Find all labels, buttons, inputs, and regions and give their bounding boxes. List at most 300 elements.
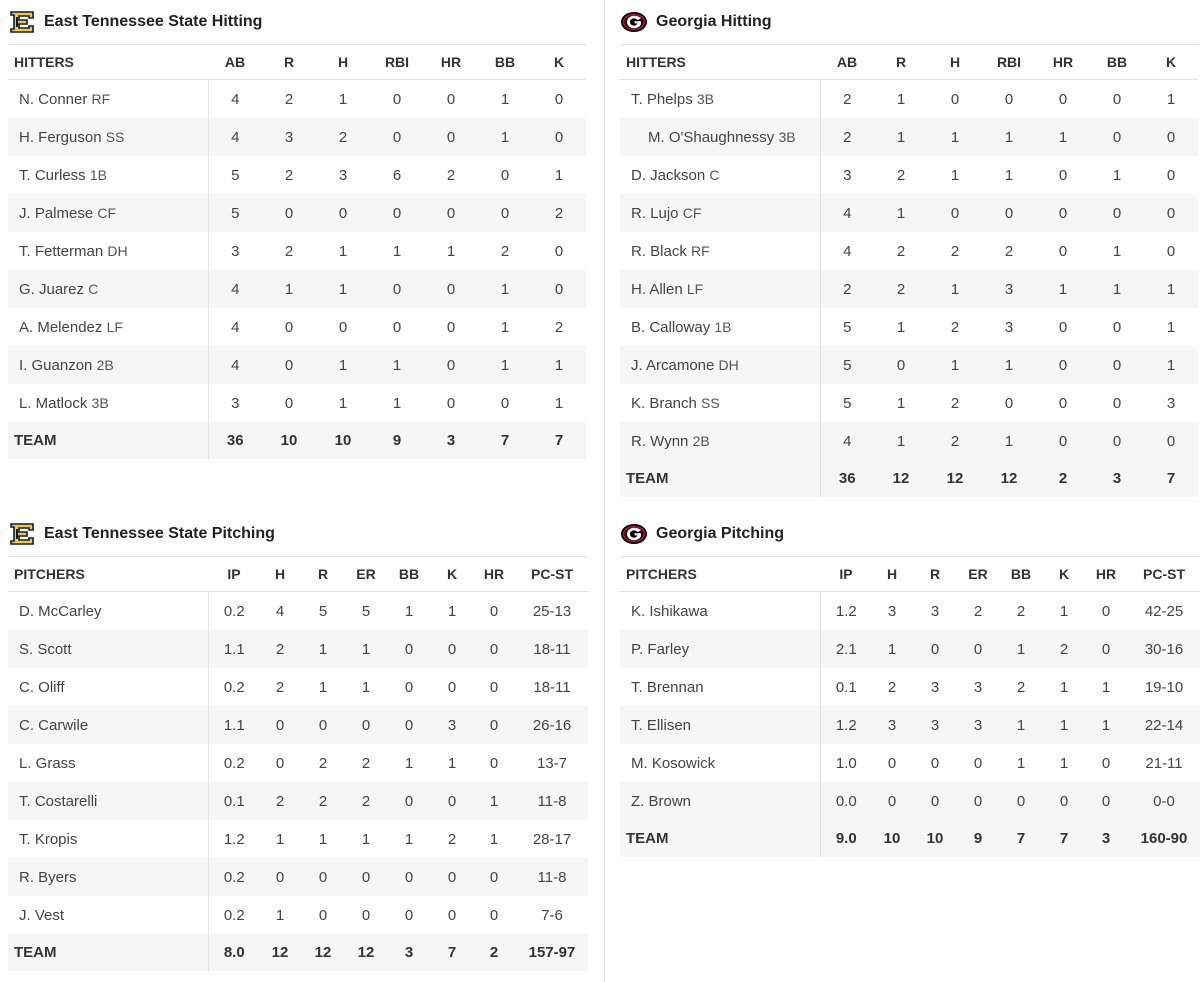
team-total-cell: 36 (820, 460, 874, 497)
stat-cell: 0 (262, 346, 316, 384)
column-header: HR (1084, 557, 1128, 592)
stat-cell: 1 (392, 242, 402, 260)
stat-cell: 1 (1101, 678, 1111, 696)
stat-cell: 0 (532, 118, 586, 156)
stat-cell: 1 (1016, 754, 1026, 772)
player-position: C (709, 166, 720, 183)
stat-cell: 2 (1016, 602, 1026, 620)
column-header: H (260, 557, 300, 592)
table-row (620, 156, 1198, 194)
stat-cell: 1 (447, 602, 457, 620)
player-name[interactable]: A. Melendez (19, 318, 103, 336)
table-row (620, 346, 1198, 384)
column-header: HR (424, 45, 478, 80)
table-row (620, 270, 1198, 308)
stat-cell: 2 (260, 630, 300, 668)
table-row (620, 194, 1198, 232)
column-header: K (532, 45, 586, 80)
team-total-row (8, 934, 588, 971)
stat-cell: 2 (874, 270, 928, 308)
player-name[interactable]: R. Lujo (631, 204, 679, 222)
section-title (620, 512, 1200, 556)
stat-cell: 7-6 (541, 906, 563, 924)
table-row (8, 156, 586, 194)
stat-cell: 0 (912, 630, 958, 668)
stat-cell: 1 (275, 906, 285, 924)
stat-cell: 0 (432, 630, 472, 668)
player-cell (620, 232, 820, 270)
table-row (620, 384, 1198, 422)
stat-cell: 2 (500, 242, 510, 260)
stat-cell: 0 (472, 706, 516, 744)
column-header: R (262, 45, 316, 80)
etsu-hitting-table (8, 44, 586, 459)
player-cell (8, 592, 208, 631)
player-cell (620, 782, 820, 820)
stat-cell: 0.1 (835, 678, 857, 696)
stat-cell: 1 (370, 346, 424, 384)
stat-cell: 0 (1036, 346, 1090, 384)
table-row (8, 270, 586, 308)
player-name[interactable]: T. Costarelli (19, 792, 98, 810)
stat-cell: 0 (1058, 318, 1068, 336)
stat-cell: 0.2 (223, 906, 245, 924)
stat-cell: 1 (982, 422, 1036, 460)
player-name[interactable]: Z. Brown (631, 792, 692, 810)
stat-cell: 1 (338, 242, 348, 260)
player-name[interactable]: D. Jackson (631, 166, 706, 184)
stat-cell: 0 (424, 118, 478, 156)
player-cell (8, 232, 208, 270)
stat-cell: 4 (231, 318, 240, 336)
stat-cell: 0 (370, 118, 424, 156)
stat-cell: 0.2 (223, 678, 245, 696)
stat-cell: 0 (554, 90, 564, 108)
stat-cell: 1 (998, 706, 1044, 744)
stat-cell: 0 (446, 318, 456, 336)
stat-cell: 1.1 (208, 706, 260, 744)
stat-cell: 1 (896, 318, 906, 336)
stat-cell: 22-14 (1128, 706, 1200, 744)
stat-cell: 1 (1112, 166, 1122, 184)
team-total-row (620, 820, 1200, 857)
stat-cell: 5 (361, 602, 371, 620)
stat-cell: 0 (958, 782, 998, 820)
table-row (8, 820, 588, 858)
column-header: R (874, 45, 928, 80)
team-total-cell: 7 (432, 934, 472, 971)
stat-cell: 0 (874, 346, 928, 384)
georgia-pitching-section (620, 512, 1200, 857)
table-row (620, 668, 1200, 706)
stat-cell: 0 (1144, 194, 1198, 232)
column-header: IP (208, 557, 260, 592)
stat-cell: 2 (316, 118, 370, 156)
stat-cell: 1.0 (835, 754, 857, 772)
player-name[interactable]: R. Black (631, 242, 687, 260)
team-total-cell: 10 (872, 820, 912, 857)
stat-cell: 1 (874, 194, 928, 232)
stat-cell: 1 (1112, 242, 1122, 260)
team-total-cell: 160-90 (1128, 820, 1200, 857)
player-cell (620, 422, 820, 460)
stat-cell: 3 (231, 242, 240, 260)
player-name[interactable]: H. Ferguson (19, 128, 102, 146)
stat-cell: 2 (346, 782, 386, 820)
stat-cell: 0 (361, 906, 371, 924)
team-total-cell: 10 (912, 820, 958, 857)
column-header: BB (998, 557, 1044, 592)
stat-cell: 1 (1166, 318, 1176, 336)
player-name[interactable]: S. Scott (19, 640, 72, 658)
team-label: TEAM (8, 422, 208, 459)
player-cell (620, 384, 820, 422)
stat-cell: 0 (370, 270, 424, 308)
stat-cell: 0.2 (208, 858, 260, 896)
stat-cell: 4 (231, 90, 240, 108)
stat-cell: 3 (843, 166, 852, 184)
table-row (8, 782, 588, 820)
stat-cell: 0 (447, 906, 457, 924)
stat-cell: 0 (1112, 394, 1122, 412)
player-cell (8, 782, 208, 820)
stat-cell: 1 (874, 422, 928, 460)
stat-cell: 0 (316, 194, 370, 232)
player-cell (8, 308, 208, 346)
stat-cell: 1 (874, 118, 928, 156)
stat-cell: 1 (1036, 270, 1090, 308)
stat-cell: 0 (386, 630, 432, 668)
stat-cell: 0 (930, 754, 940, 772)
column-header: H (928, 45, 982, 80)
stat-cell: 1 (300, 630, 346, 668)
player-name[interactable]: T. Fetterman (19, 242, 104, 260)
stat-cell: 2 (284, 166, 294, 184)
stat-cell: 0 (386, 858, 432, 896)
team-total-cell: 7 (1144, 460, 1198, 497)
team-total-cell: 7 (478, 422, 532, 459)
stat-cell: 4 (275, 602, 285, 620)
stat-cell: 1 (478, 270, 532, 308)
stat-cell: 1 (928, 270, 982, 308)
player-cell (8, 706, 208, 744)
player-cell (8, 630, 208, 668)
stat-cell: 19-10 (1144, 678, 1184, 696)
stat-cell: 1 (361, 830, 371, 848)
column-header: K (432, 557, 472, 592)
etsu-pitching-section (8, 512, 588, 971)
player-cell (8, 384, 208, 422)
stat-cell: 1 (478, 346, 532, 384)
stat-cell: 0 (1058, 242, 1068, 260)
stat-cell: 0 (1090, 118, 1144, 156)
stat-cell: 13-7 (536, 754, 568, 772)
player-name[interactable]: J. Vest (19, 906, 65, 924)
stat-cell: 1 (928, 118, 982, 156)
player-name[interactable]: R. Byers (19, 868, 77, 886)
team-total-cell: 10 (262, 422, 316, 459)
stat-cell: 1 (1036, 118, 1090, 156)
stat-cell: 2 (532, 194, 586, 232)
stat-cell: 2 (1004, 242, 1014, 260)
stat-cell: 0 (300, 858, 346, 896)
team-total-cell: 7 (532, 422, 586, 459)
table-row (620, 630, 1200, 668)
stat-cell: 3 (338, 166, 348, 184)
team-total-cell: 12 (928, 460, 982, 497)
etsu-e-logo-icon (8, 520, 36, 548)
team-total-row (8, 422, 586, 459)
stat-cell: 0 (489, 906, 499, 924)
stat-cell: 11-8 (516, 858, 588, 896)
column-header: K (1044, 557, 1084, 592)
player-cell (8, 896, 208, 934)
player-cell (8, 118, 208, 156)
stat-cell: 1 (478, 118, 532, 156)
player-name[interactable]: T. Ellisen (631, 716, 692, 734)
player-cell (620, 80, 820, 119)
stat-cell: 1 (872, 630, 912, 668)
stat-cell: 11-8 (516, 782, 588, 820)
stat-cell: 1 (262, 270, 316, 308)
column-header: PC-ST (516, 557, 588, 592)
stat-cell: 0 (404, 906, 414, 924)
team-total-cell: 2 (1036, 460, 1090, 497)
stat-cell: 6 (392, 166, 402, 184)
stat-cell: 1 (338, 90, 348, 108)
stat-cell: 1 (318, 830, 328, 848)
table-row (620, 744, 1200, 782)
stat-cell: 0 (338, 318, 348, 336)
georgia-hitting-section (620, 0, 1200, 497)
table-row (620, 80, 1198, 119)
player-cell (8, 858, 208, 896)
stat-cell: 1 (1084, 706, 1128, 744)
player-name[interactable]: C. Carwile (19, 716, 89, 734)
stat-cell: 0 (1112, 90, 1122, 108)
player-name[interactable]: M. O'Shaughnessy (648, 128, 775, 146)
stat-cell: 0 (489, 602, 499, 620)
column-header: HITTERS (8, 45, 208, 80)
player-name[interactable]: T. Curless (19, 166, 86, 184)
section-title (620, 0, 1200, 44)
column-header: HITTERS (620, 45, 820, 80)
player-cell (620, 346, 820, 384)
stat-cell: 2 (928, 422, 982, 460)
stat-cell: 5 (843, 394, 852, 412)
stat-cell: 2 (950, 394, 960, 412)
stat-cell: 2 (820, 270, 874, 308)
stat-cell: 3 (912, 706, 958, 744)
stat-cell: 1 (1059, 678, 1069, 696)
stat-cell: 3 (432, 706, 472, 744)
team-total-cell: 9.0 (820, 820, 872, 857)
team-total-cell: 3 (386, 934, 432, 971)
column-header: R (300, 557, 346, 592)
stat-cell: 2 (820, 118, 874, 156)
player-name[interactable]: G. Juarez (19, 280, 85, 298)
team-total-cell: 12 (874, 460, 928, 497)
player-position: CF (682, 204, 702, 221)
player-name[interactable]: L. Matlock (19, 394, 88, 412)
stat-cell: 1 (998, 630, 1044, 668)
stat-cell: 0 (887, 754, 897, 772)
stat-cell: 0 (478, 194, 532, 232)
stat-cell: 1 (1166, 90, 1176, 108)
player-cell (620, 194, 820, 232)
team-total-cell: 7 (1044, 820, 1084, 857)
team-total-cell: 3 (1090, 460, 1144, 497)
stat-cell: 0 (958, 630, 998, 668)
team-total-cell: 157-97 (516, 934, 588, 971)
stat-cell: 1 (1059, 754, 1069, 772)
stat-cell: 0 (912, 782, 958, 820)
player-name[interactable]: D. McCarley (19, 602, 102, 620)
player-name[interactable]: T. Kropis (19, 830, 78, 848)
stat-cell: 1 (896, 90, 906, 108)
player-position: RF (691, 242, 710, 259)
stat-cell: 0 (500, 394, 510, 412)
stat-cell: 0 (386, 706, 432, 744)
stat-cell: 3 (231, 394, 240, 412)
player-cell (8, 346, 208, 384)
stat-cell: 0 (424, 346, 478, 384)
stat-cell: 5 (843, 318, 852, 336)
stat-cell: 0 (1058, 90, 1068, 108)
team-total-cell: 9 (370, 422, 424, 459)
player-position: DH (107, 242, 128, 259)
player-cell (8, 820, 208, 858)
stat-cell: 0 (262, 194, 316, 232)
player-name[interactable]: J. Palmese (19, 204, 94, 222)
stat-cell: 2 (318, 754, 328, 772)
player-cell (8, 270, 208, 308)
stat-cell: 0 (1084, 782, 1128, 820)
stat-cell: 0 (284, 394, 294, 412)
table-row (8, 744, 588, 782)
team-label: TEAM (8, 934, 208, 971)
stat-cell: 0 (982, 194, 1036, 232)
stat-cell: 3 (982, 270, 1036, 308)
player-cell (620, 592, 820, 631)
stat-cell: 4 (820, 422, 874, 460)
stat-cell: 0 (1101, 602, 1111, 620)
stat-cell: 2 (896, 166, 906, 184)
etsu-pitching-table (8, 556, 588, 971)
player-name[interactable]: L. Grass (19, 754, 76, 772)
player-name[interactable]: H. Allen (631, 280, 683, 298)
stat-cell: 1 (404, 602, 414, 620)
team-label: TEAM (620, 460, 820, 497)
stat-cell: 1 (346, 630, 386, 668)
stat-cell: 0 (1090, 422, 1144, 460)
stat-cell: 4 (820, 194, 874, 232)
player-name[interactable]: K. Ishikawa (631, 602, 708, 620)
player-name[interactable]: T. Phelps (631, 90, 693, 108)
stat-cell: 3 (958, 706, 998, 744)
table-row (8, 592, 588, 631)
section-title-text: Georgia Hitting (656, 13, 772, 30)
stat-cell: 2 (554, 318, 564, 336)
team-total-cell: 2 (472, 934, 516, 971)
stat-cell: 0 (1101, 754, 1111, 772)
stat-cell: 0 (1112, 318, 1122, 336)
player-name[interactable]: C. Oliff (19, 678, 65, 696)
player-cell (620, 308, 820, 346)
stat-cell: 0.2 (223, 602, 245, 620)
stat-cell: 1 (446, 242, 456, 260)
player-name[interactable]: P. Farley (631, 640, 690, 658)
player-name[interactable]: B. Calloway (631, 318, 711, 336)
table-row (8, 858, 588, 896)
stat-cell: 1 (1090, 270, 1144, 308)
stat-cell: 5 (231, 166, 240, 184)
player-cell (620, 744, 820, 782)
player-cell (8, 668, 208, 706)
player-name[interactable]: R. Wynn (631, 432, 689, 450)
stat-cell: 3 (973, 678, 983, 696)
stat-cell: 1 (500, 318, 510, 336)
player-cell (8, 80, 208, 119)
column-header: ER (958, 557, 998, 592)
stat-cell: 4 (843, 242, 852, 260)
stat-cell: 0 (300, 706, 346, 744)
stat-cell: 0 (1084, 630, 1128, 668)
stat-cell: 0 (447, 678, 457, 696)
team-total-cell: 12 (982, 460, 1036, 497)
stat-cell: 0 (432, 782, 472, 820)
player-name[interactable]: M. Kosowick (631, 754, 716, 772)
team-total-cell: 9 (958, 820, 998, 857)
stat-cell: 2 (896, 242, 906, 260)
stat-cell: 0 (472, 630, 516, 668)
stat-cell: 0 (872, 782, 912, 820)
player-name[interactable]: T. Brennan (631, 678, 704, 696)
stat-cell: 3 (262, 118, 316, 156)
stat-cell: 2 (275, 678, 285, 696)
column-header: BB (478, 45, 532, 80)
player-name[interactable]: J. Arcamone (631, 356, 715, 374)
table-row (8, 706, 588, 744)
column-header: AB (208, 45, 262, 80)
stat-cell: 5 (318, 602, 328, 620)
table-header-row (8, 45, 586, 80)
section-title-text: East Tennessee State Pitching (44, 525, 275, 542)
player-cell (620, 118, 820, 156)
georgia-g-logo-icon (620, 8, 648, 36)
player-cell (620, 156, 820, 194)
column-header: RBI (370, 45, 424, 80)
stat-cell: 0 (1144, 422, 1198, 460)
stat-cell: 0 (386, 782, 432, 820)
stat-cell: 3 (1166, 394, 1176, 412)
stat-cell: 1 (554, 394, 564, 412)
column-header: AB (820, 45, 874, 80)
stat-cell: 1 (554, 166, 564, 184)
table-row (8, 194, 586, 232)
stat-cell: 1 (500, 90, 510, 108)
stat-cell: 0 (928, 194, 982, 232)
stat-cell: 0 (1004, 394, 1014, 412)
stat-cell: 3 (887, 602, 897, 620)
stat-cell: 18-11 (533, 678, 571, 696)
column-header: PC-ST (1128, 557, 1200, 592)
stat-cell: 0 (432, 858, 472, 896)
player-name[interactable]: N. Conner (19, 90, 88, 108)
table-row (620, 308, 1198, 346)
player-name[interactable]: K. Branch (631, 394, 697, 412)
player-name[interactable]: I. Guanzon (19, 356, 93, 374)
